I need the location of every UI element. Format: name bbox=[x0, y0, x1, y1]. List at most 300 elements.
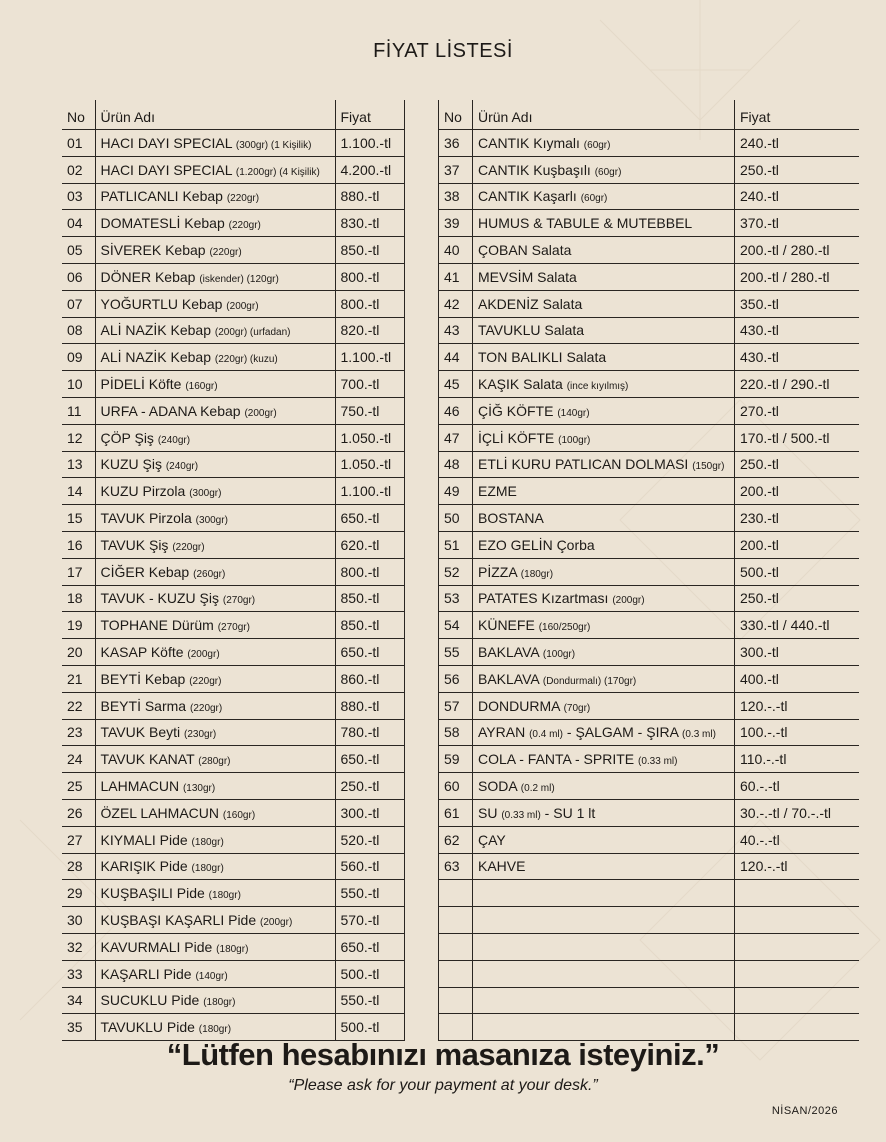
item-name bbox=[473, 719, 735, 746]
item-price: 650.-tl bbox=[335, 746, 404, 773]
item-price: 750.-tl bbox=[335, 397, 404, 424]
table-row bbox=[62, 263, 404, 290]
item-portion-note: (200gr) bbox=[260, 917, 293, 928]
item-name bbox=[473, 639, 735, 666]
table-row bbox=[62, 612, 404, 639]
item-portion-note: (300gr) (1 Kişilik) bbox=[235, 139, 312, 151]
item-price: 300.-tl bbox=[735, 639, 859, 666]
item-no: 38 bbox=[439, 183, 473, 210]
item-name-text: KUZU Pirzola bbox=[100, 483, 186, 500]
table-row bbox=[439, 210, 859, 237]
price-table-left bbox=[62, 100, 405, 1041]
item-name-text: KAŞIK Salata bbox=[478, 376, 563, 393]
table-row bbox=[62, 987, 404, 1014]
item-name-text: MEVSİM Salata bbox=[478, 268, 577, 285]
table-row bbox=[439, 478, 859, 505]
item-name bbox=[95, 853, 335, 880]
item-name bbox=[95, 344, 335, 371]
item-name-text: HACI DAYI SPECIAL bbox=[100, 134, 232, 151]
empty-cell bbox=[735, 987, 859, 1014]
item-portion-note: (140gr) bbox=[557, 407, 590, 419]
item-price: 1.100.-tl bbox=[335, 478, 404, 505]
item-portion-note: (iskender) (120gr) bbox=[199, 273, 279, 285]
item-no: 42 bbox=[439, 290, 473, 317]
item-portion-note: (220gr) (kuzu) bbox=[214, 354, 278, 366]
table-row bbox=[439, 773, 859, 800]
table-row bbox=[62, 451, 404, 478]
item-price: 30.-.-tl / 70.-.-tl bbox=[735, 799, 859, 826]
item-name-text: DOMATESLİ Kebap bbox=[100, 215, 225, 232]
item-name bbox=[473, 317, 735, 344]
item-no: 02 bbox=[62, 156, 95, 183]
item-price: 620.-tl bbox=[335, 531, 404, 558]
item-name bbox=[473, 692, 735, 719]
item-name bbox=[95, 531, 335, 558]
item-portion-note: (300gr) bbox=[189, 488, 222, 500]
item-name-text: TAVUKLU Pide bbox=[100, 1019, 195, 1036]
table-row bbox=[62, 317, 404, 344]
item-price: 4.200.-tl bbox=[335, 156, 404, 183]
item-name bbox=[473, 478, 735, 505]
item-name-text: ÇÖP Şiş bbox=[100, 429, 154, 446]
item-name bbox=[95, 773, 335, 800]
table-row bbox=[439, 290, 859, 317]
item-no: 20 bbox=[62, 639, 95, 666]
table-row bbox=[62, 210, 404, 237]
item-name bbox=[473, 210, 735, 237]
item-portion-note: (0.33 ml) bbox=[638, 756, 678, 768]
table-row bbox=[62, 558, 404, 585]
item-name-text: DÖNER Kebap bbox=[100, 268, 196, 285]
item-name bbox=[95, 960, 335, 987]
table-header-row bbox=[62, 100, 404, 130]
item-name bbox=[473, 585, 735, 612]
item-price: 500.-tl bbox=[335, 960, 404, 987]
item-no: 58 bbox=[439, 719, 473, 746]
item-name bbox=[473, 290, 735, 317]
item-no: 27 bbox=[62, 826, 95, 853]
item-name bbox=[473, 183, 735, 210]
table-row bbox=[439, 665, 859, 692]
item-portion-note: (150gr) bbox=[692, 461, 725, 473]
item-name-text: KIYMALI Pide bbox=[100, 831, 188, 848]
item-no: 08 bbox=[62, 317, 95, 344]
table-row bbox=[62, 960, 404, 987]
table-row bbox=[62, 639, 404, 666]
item-no: 60 bbox=[439, 773, 473, 800]
item-price: 850.-tl bbox=[335, 612, 404, 639]
item-no: 26 bbox=[62, 799, 95, 826]
item-name bbox=[95, 130, 335, 157]
empty-row bbox=[439, 987, 859, 1014]
item-no: 35 bbox=[62, 1014, 95, 1041]
item-name-text: PATATES Kızartması bbox=[478, 590, 609, 607]
item-no: 10 bbox=[62, 371, 95, 398]
empty-row bbox=[439, 880, 859, 907]
item-no: 52 bbox=[439, 558, 473, 585]
item-price: 370.-tl bbox=[735, 210, 859, 237]
item-name-text: TAVUK - KUZU Şiş bbox=[100, 590, 219, 607]
item-no: 49 bbox=[439, 478, 473, 505]
item-name bbox=[473, 371, 735, 398]
item-no: 48 bbox=[439, 451, 473, 478]
item-price: 1.050.-tl bbox=[335, 451, 404, 478]
item-no: 13 bbox=[62, 451, 95, 478]
table-row bbox=[62, 773, 404, 800]
item-no: 40 bbox=[439, 237, 473, 264]
item-portion-note: (0.2 ml) bbox=[520, 783, 555, 795]
empty-row bbox=[439, 933, 859, 960]
item-portion-note: (180gr) bbox=[198, 1024, 232, 1036]
item-price: 800.-tl bbox=[335, 263, 404, 290]
item-no: 36 bbox=[439, 130, 473, 157]
table-row bbox=[62, 130, 404, 157]
item-price: 200.-tl bbox=[735, 478, 859, 505]
item-price: 1.100.-tl bbox=[335, 130, 404, 157]
item-price: 40.-.-tl bbox=[735, 826, 859, 853]
item-portion-note: (0.4 ml) bbox=[529, 729, 563, 741]
table-row bbox=[439, 451, 859, 478]
table-row bbox=[62, 397, 404, 424]
table-row bbox=[62, 424, 404, 451]
item-portion-note: (130gr) bbox=[182, 783, 216, 795]
item-name-text: ÖZEL LAHMACUN bbox=[100, 804, 220, 821]
item-name-text: PİDELİ Köfte bbox=[100, 376, 182, 393]
empty-cell bbox=[735, 907, 859, 934]
table-row bbox=[439, 371, 859, 398]
item-name bbox=[95, 907, 335, 934]
item-no: 44 bbox=[439, 344, 473, 371]
empty-cell bbox=[473, 960, 735, 987]
header-price: Fiyat bbox=[335, 100, 404, 130]
table-row bbox=[62, 692, 404, 719]
table-row bbox=[439, 692, 859, 719]
item-no: 41 bbox=[439, 263, 473, 290]
item-no: 63 bbox=[439, 853, 473, 880]
item-name bbox=[95, 639, 335, 666]
item-no: 37 bbox=[439, 156, 473, 183]
item-name-extra: - ŞALGAM - ŞIRA bbox=[563, 724, 679, 741]
item-name-text: HACI DAYI SPECIAL bbox=[100, 161, 232, 178]
item-no: 39 bbox=[439, 210, 473, 237]
item-name bbox=[473, 531, 735, 558]
item-no: 30 bbox=[62, 907, 95, 934]
item-name bbox=[473, 130, 735, 157]
item-name-text: AKDENİZ Salata bbox=[478, 295, 583, 312]
item-price: 110.-.-tl bbox=[735, 746, 859, 773]
item-portion-note: (180gr) bbox=[191, 836, 224, 848]
item-name-text: AYRAN bbox=[478, 724, 526, 741]
item-name bbox=[95, 317, 335, 344]
item-name-text: URFA - ADANA Kebap bbox=[100, 402, 241, 419]
table-row bbox=[439, 585, 859, 612]
item-price: 120.-.-tl bbox=[735, 853, 859, 880]
item-name-text: PİZZA bbox=[478, 563, 517, 580]
item-no: 11 bbox=[62, 397, 95, 424]
table-row bbox=[62, 933, 404, 960]
item-no: 55 bbox=[439, 639, 473, 666]
item-name bbox=[95, 505, 335, 532]
item-name-text: SU bbox=[478, 804, 498, 821]
item-name-text: TAVUKLU Salata bbox=[478, 322, 585, 339]
empty-cell bbox=[439, 880, 473, 907]
item-price: 100.-.-tl bbox=[735, 719, 859, 746]
item-no: 03 bbox=[62, 183, 95, 210]
item-name bbox=[473, 665, 735, 692]
item-price: 800.-tl bbox=[335, 290, 404, 317]
item-name bbox=[473, 612, 735, 639]
item-portion-note: (240gr) bbox=[157, 434, 191, 446]
item-name bbox=[95, 692, 335, 719]
item-name-text: ÇİĞ KÖFTE bbox=[478, 402, 554, 419]
item-name-text: KÜNEFE bbox=[478, 617, 535, 634]
item-no: 50 bbox=[439, 505, 473, 532]
item-name bbox=[95, 585, 335, 612]
empty-cell bbox=[473, 933, 735, 960]
table-row bbox=[62, 665, 404, 692]
item-name bbox=[95, 424, 335, 451]
empty-cell bbox=[439, 933, 473, 960]
empty-cell bbox=[735, 933, 859, 960]
item-price: 650.-tl bbox=[335, 933, 404, 960]
item-no: 47 bbox=[439, 424, 473, 451]
item-name bbox=[473, 558, 735, 585]
item-portion-note: (220gr) bbox=[189, 675, 222, 687]
item-name bbox=[473, 237, 735, 264]
item-no: 62 bbox=[439, 826, 473, 853]
item-portion-note: (Dondurmalı) (170gr) bbox=[542, 675, 637, 687]
table-row bbox=[439, 746, 859, 773]
item-price: 200.-tl / 280.-tl bbox=[735, 237, 859, 264]
page-title: FİYAT LİSTESİ bbox=[373, 40, 513, 62]
item-name bbox=[473, 424, 735, 451]
table-row bbox=[62, 371, 404, 398]
item-no: 25 bbox=[62, 773, 95, 800]
item-portion-note: (260gr) bbox=[193, 568, 226, 580]
item-portion-note: (1.200gr) (4 Kişilik) bbox=[235, 166, 320, 178]
item-name bbox=[95, 156, 335, 183]
header-price: Fiyat bbox=[735, 100, 859, 130]
item-name-text: ÇAY bbox=[478, 831, 506, 848]
item-name bbox=[95, 183, 335, 210]
item-portion-note: (240gr) bbox=[165, 461, 199, 473]
item-price: 820.-tl bbox=[335, 317, 404, 344]
item-name-text: LAHMACUN bbox=[100, 778, 180, 795]
table-row bbox=[62, 531, 404, 558]
item-no: 18 bbox=[62, 585, 95, 612]
table-row bbox=[439, 558, 859, 585]
item-no: 32 bbox=[62, 933, 95, 960]
item-name bbox=[95, 719, 335, 746]
item-no: 46 bbox=[439, 397, 473, 424]
table-row bbox=[62, 344, 404, 371]
item-price: 860.-tl bbox=[335, 665, 404, 692]
table-row bbox=[62, 290, 404, 317]
item-name-text: KAVURMALI Pide bbox=[100, 938, 213, 955]
item-name-text: SUCUKLU Pide bbox=[100, 992, 200, 1009]
item-name bbox=[95, 933, 335, 960]
item-name bbox=[473, 746, 735, 773]
item-portion-note: (280gr) bbox=[198, 756, 231, 768]
item-price: 570.-tl bbox=[335, 907, 404, 934]
empty-cell bbox=[735, 880, 859, 907]
item-price: 240.-tl bbox=[735, 130, 859, 157]
table-row bbox=[62, 156, 404, 183]
item-price: 500.-tl bbox=[335, 1014, 404, 1041]
item-name-text: DONDURMA bbox=[478, 697, 560, 714]
item-no: 29 bbox=[62, 880, 95, 907]
item-no: 09 bbox=[62, 344, 95, 371]
item-name bbox=[473, 773, 735, 800]
item-name bbox=[95, 451, 335, 478]
item-no: 56 bbox=[439, 665, 473, 692]
item-name-text: CANTIK Kıymalı bbox=[478, 134, 580, 151]
empty-cell bbox=[473, 907, 735, 934]
item-portion-note: (230gr) bbox=[184, 729, 217, 741]
footer-english-note: “Please ask for your payment at your desk.” bbox=[288, 1077, 598, 1094]
item-no: 53 bbox=[439, 585, 473, 612]
item-price: 1.050.-tl bbox=[335, 424, 404, 451]
price-table-right bbox=[438, 100, 859, 1041]
item-no: 16 bbox=[62, 531, 95, 558]
empty-row bbox=[439, 907, 859, 934]
empty-cell bbox=[439, 960, 473, 987]
table-row bbox=[62, 478, 404, 505]
item-portion-note: (100gr) bbox=[558, 434, 591, 446]
item-name bbox=[95, 612, 335, 639]
item-portion-note: (220gr) bbox=[226, 193, 260, 205]
table-row bbox=[439, 531, 859, 558]
item-price: 880.-tl bbox=[335, 692, 404, 719]
item-portion-note: (70gr) bbox=[563, 702, 591, 714]
item-name-text: ÇOBAN Salata bbox=[478, 242, 572, 259]
item-portion-note: (200gr) bbox=[187, 649, 220, 661]
item-name bbox=[95, 826, 335, 853]
item-price: 430.-tl bbox=[735, 317, 859, 344]
item-name bbox=[95, 746, 335, 773]
item-name bbox=[473, 263, 735, 290]
item-name-extra: - SU 1 lt bbox=[540, 804, 596, 821]
item-portion-note: (180gr) bbox=[208, 890, 241, 902]
item-name-text: TON BALIKLI Salata bbox=[478, 349, 607, 366]
table-row bbox=[62, 746, 404, 773]
item-name bbox=[95, 290, 335, 317]
item-no: 21 bbox=[62, 665, 95, 692]
empty-cell bbox=[473, 987, 735, 1014]
item-portion-note: (160/250gr) bbox=[538, 622, 591, 634]
item-portion-note: (200gr) (urfadan) bbox=[214, 327, 291, 339]
item-price: 880.-tl bbox=[335, 183, 404, 210]
date-label: NİSAN/2026 bbox=[771, 1105, 838, 1117]
item-no: 14 bbox=[62, 478, 95, 505]
item-name-text: SİVEREK Kebap bbox=[100, 242, 206, 259]
item-price: 250.-tl bbox=[735, 156, 859, 183]
item-no: 59 bbox=[439, 746, 473, 773]
item-name bbox=[473, 799, 735, 826]
table-row bbox=[62, 907, 404, 934]
item-price: 250.-tl bbox=[335, 773, 404, 800]
item-name bbox=[95, 263, 335, 290]
table-row bbox=[439, 156, 859, 183]
item-portion-note: (220gr) bbox=[209, 247, 242, 259]
item-portion-note: (200gr) bbox=[612, 595, 645, 607]
item-no: 33 bbox=[62, 960, 95, 987]
item-price: 120.-.-tl bbox=[735, 692, 859, 719]
table-row bbox=[62, 826, 404, 853]
header-no: No bbox=[439, 100, 473, 130]
item-price: 780.-tl bbox=[335, 719, 404, 746]
table-row bbox=[439, 317, 859, 344]
item-name-text: ETLİ KURU PATLICAN DOLMASI bbox=[478, 456, 689, 473]
item-price: 250.-tl bbox=[735, 585, 859, 612]
item-no: 57 bbox=[439, 692, 473, 719]
item-name bbox=[95, 880, 335, 907]
item-portion-note: (270gr) bbox=[217, 622, 250, 634]
item-no: 17 bbox=[62, 558, 95, 585]
item-price: 230.-tl bbox=[735, 505, 859, 532]
table-row bbox=[439, 237, 859, 264]
table-row bbox=[62, 237, 404, 264]
item-name bbox=[473, 826, 735, 853]
item-price: 430.-tl bbox=[735, 344, 859, 371]
item-portion-note: (0.33 ml) bbox=[501, 809, 541, 821]
item-no: 34 bbox=[62, 987, 95, 1014]
table-row bbox=[439, 505, 859, 532]
item-name bbox=[95, 371, 335, 398]
item-name-text: KAŞARLI Pide bbox=[100, 965, 192, 982]
item-name-text: HUMUS & TABULE & MUTEBBEL bbox=[478, 215, 693, 232]
table-row bbox=[62, 799, 404, 826]
table-row bbox=[62, 505, 404, 532]
item-price: 170.-tl / 500.-tl bbox=[735, 424, 859, 451]
item-price: 200.-tl / 280.-tl bbox=[735, 263, 859, 290]
header-no: No bbox=[62, 100, 95, 130]
item-price: 270.-tl bbox=[735, 397, 859, 424]
item-name bbox=[95, 799, 335, 826]
item-name bbox=[473, 344, 735, 371]
item-price: 200.-tl bbox=[735, 531, 859, 558]
item-price: 300.-tl bbox=[335, 799, 404, 826]
item-price: 520.-tl bbox=[335, 826, 404, 853]
item-no: 12 bbox=[62, 424, 95, 451]
item-portion-note: (270gr) bbox=[222, 595, 256, 607]
item-name-text: TAVUK KANAT bbox=[100, 751, 195, 768]
item-portion-note: (180gr) bbox=[216, 943, 249, 955]
header-name: Ürün Adı bbox=[95, 100, 335, 130]
table-row bbox=[62, 719, 404, 746]
table-row bbox=[439, 612, 859, 639]
item-price: 830.-tl bbox=[335, 210, 404, 237]
item-no: 43 bbox=[439, 317, 473, 344]
item-name bbox=[95, 987, 335, 1014]
empty-cell bbox=[439, 907, 473, 934]
footer-turkish-note: “Lütfen hesabınızı masanıza isteyiniz.” bbox=[166, 1037, 720, 1072]
empty-cell bbox=[735, 960, 859, 987]
item-portion-note: (180gr) bbox=[520, 568, 554, 580]
item-name bbox=[473, 451, 735, 478]
item-portion-note: (200gr) bbox=[226, 300, 259, 312]
item-portion-note: (140gr) bbox=[195, 970, 228, 982]
item-portion-note: (60gr) bbox=[580, 193, 608, 205]
item-price: 800.-tl bbox=[335, 558, 404, 585]
item-price: 60.-.-tl bbox=[735, 773, 859, 800]
item-portion-note: (160gr) bbox=[222, 809, 256, 821]
item-portion-note: (220gr) bbox=[189, 702, 223, 714]
table-row bbox=[439, 397, 859, 424]
item-portion-note: (0.3 ml) bbox=[682, 729, 716, 741]
item-portion-note: (60gr) bbox=[583, 139, 611, 151]
item-no: 06 bbox=[62, 263, 95, 290]
